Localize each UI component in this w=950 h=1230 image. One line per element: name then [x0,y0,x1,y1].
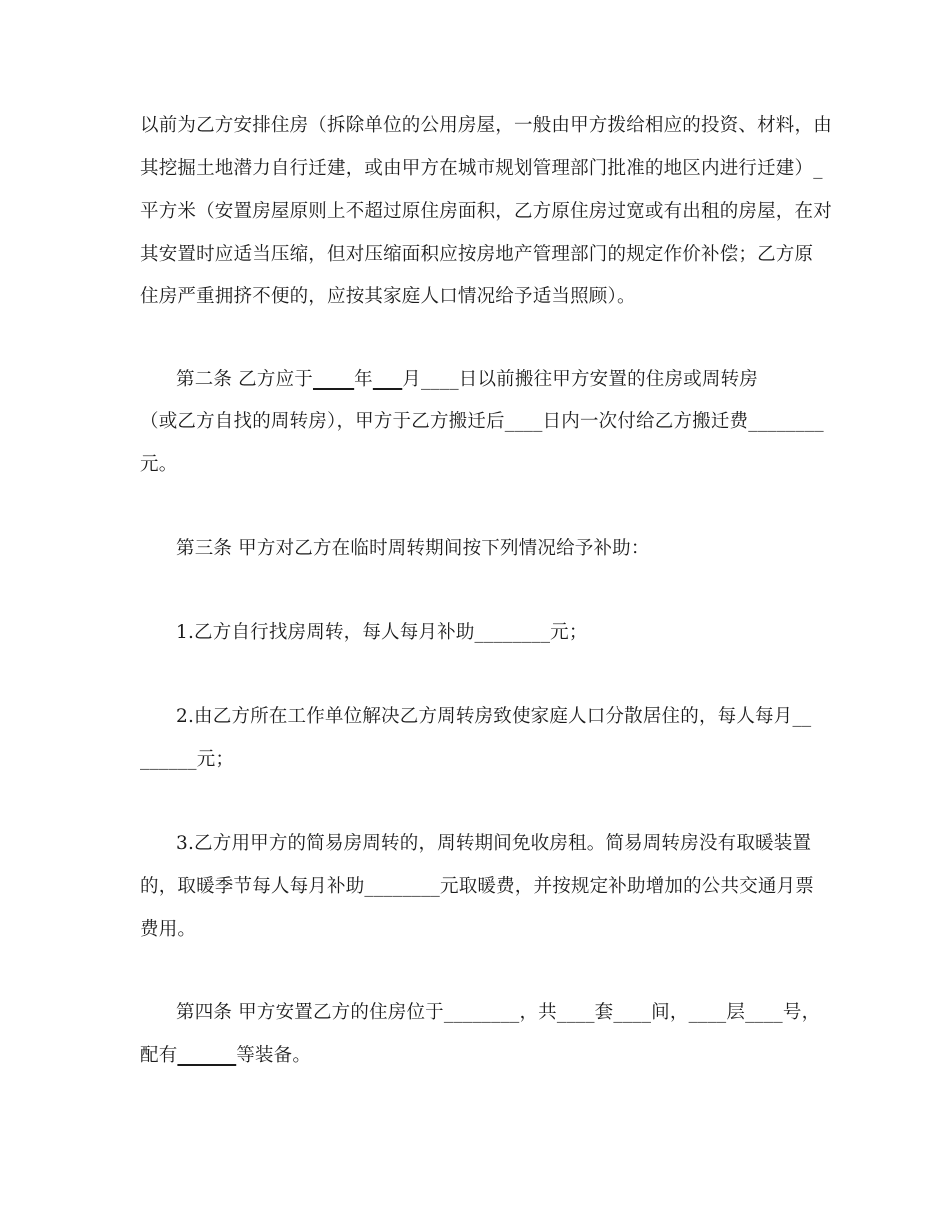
article2-text-a: 第二条 乙方应于 [176,369,313,390]
article3-item-3-line-3: 费用。 [140,919,197,940]
article3-item-2-line-1: 2.由乙方所在工作单位解决乙方周转房致使家庭人口分散居住的，每人每月__ [176,706,812,727]
article2-line-1 [176,368,820,392]
year-blank [313,369,354,390]
intro-line-5: 住房严重拥挤不便的，应按其家庭人口情况给予适当照顾）。 [140,286,636,307]
intro-line-3: 平方米（安置房屋原则上不超过原住房面积，乙方原住房过宽或有出租的房屋，在对 [140,201,832,222]
article2-text-b: 年 [354,369,373,390]
month-blank [373,369,402,390]
article3-item-3-line-2: 的，取暖季节每人每月补助________元取暖费，并按规定补助增加的公共交通月票 [140,876,815,897]
article4-line-1: 第四条 甲方安置乙方的住房位于________，共____套____间，____层____号， [176,1002,821,1023]
article2-line-3: 元。 [140,454,178,475]
article3-heading: 第三条 甲方对乙方在临时周转期间按下列情况给予补助： [176,538,650,559]
article4-line-2 [140,1044,820,1068]
article2-text-c: 月____日以前搬往甲方安置的住房或周转房 [402,369,758,390]
article2-line-2: （或乙方自找的周转房），甲方于乙方搬迁后____日内一次付给乙方搬迁费________ [140,411,824,432]
intro-line-1: 以前为乙方安排住房（拆除单位的公用房屋，一般由甲方拨给相应的投资、材料，由 [140,115,832,136]
article4-text-b: 等装备。 [236,1045,312,1066]
intro-line-2: 其挖掘土地潜力自行迁建，或由甲方在城市规划管理部门批准的地区内进行迁建）_ [140,158,823,179]
article3-item-3-line-1: 3.乙方用甲方的简易房周转的，周转期间免收房租。简易周转房没有取暖装置 [176,833,812,854]
intro-line-4: 其安置时应适当压缩，但对压缩面积应按房地产管理部门的规定作价补偿；乙方原 [140,244,814,265]
article4-text-a: 配有 [140,1045,178,1066]
article3-item-2-line-2: ______元； [140,749,235,770]
equipment-blank [177,1045,236,1066]
article3-item-1: 1.乙方自行找房周转，每人每月补助________元； [176,622,588,643]
